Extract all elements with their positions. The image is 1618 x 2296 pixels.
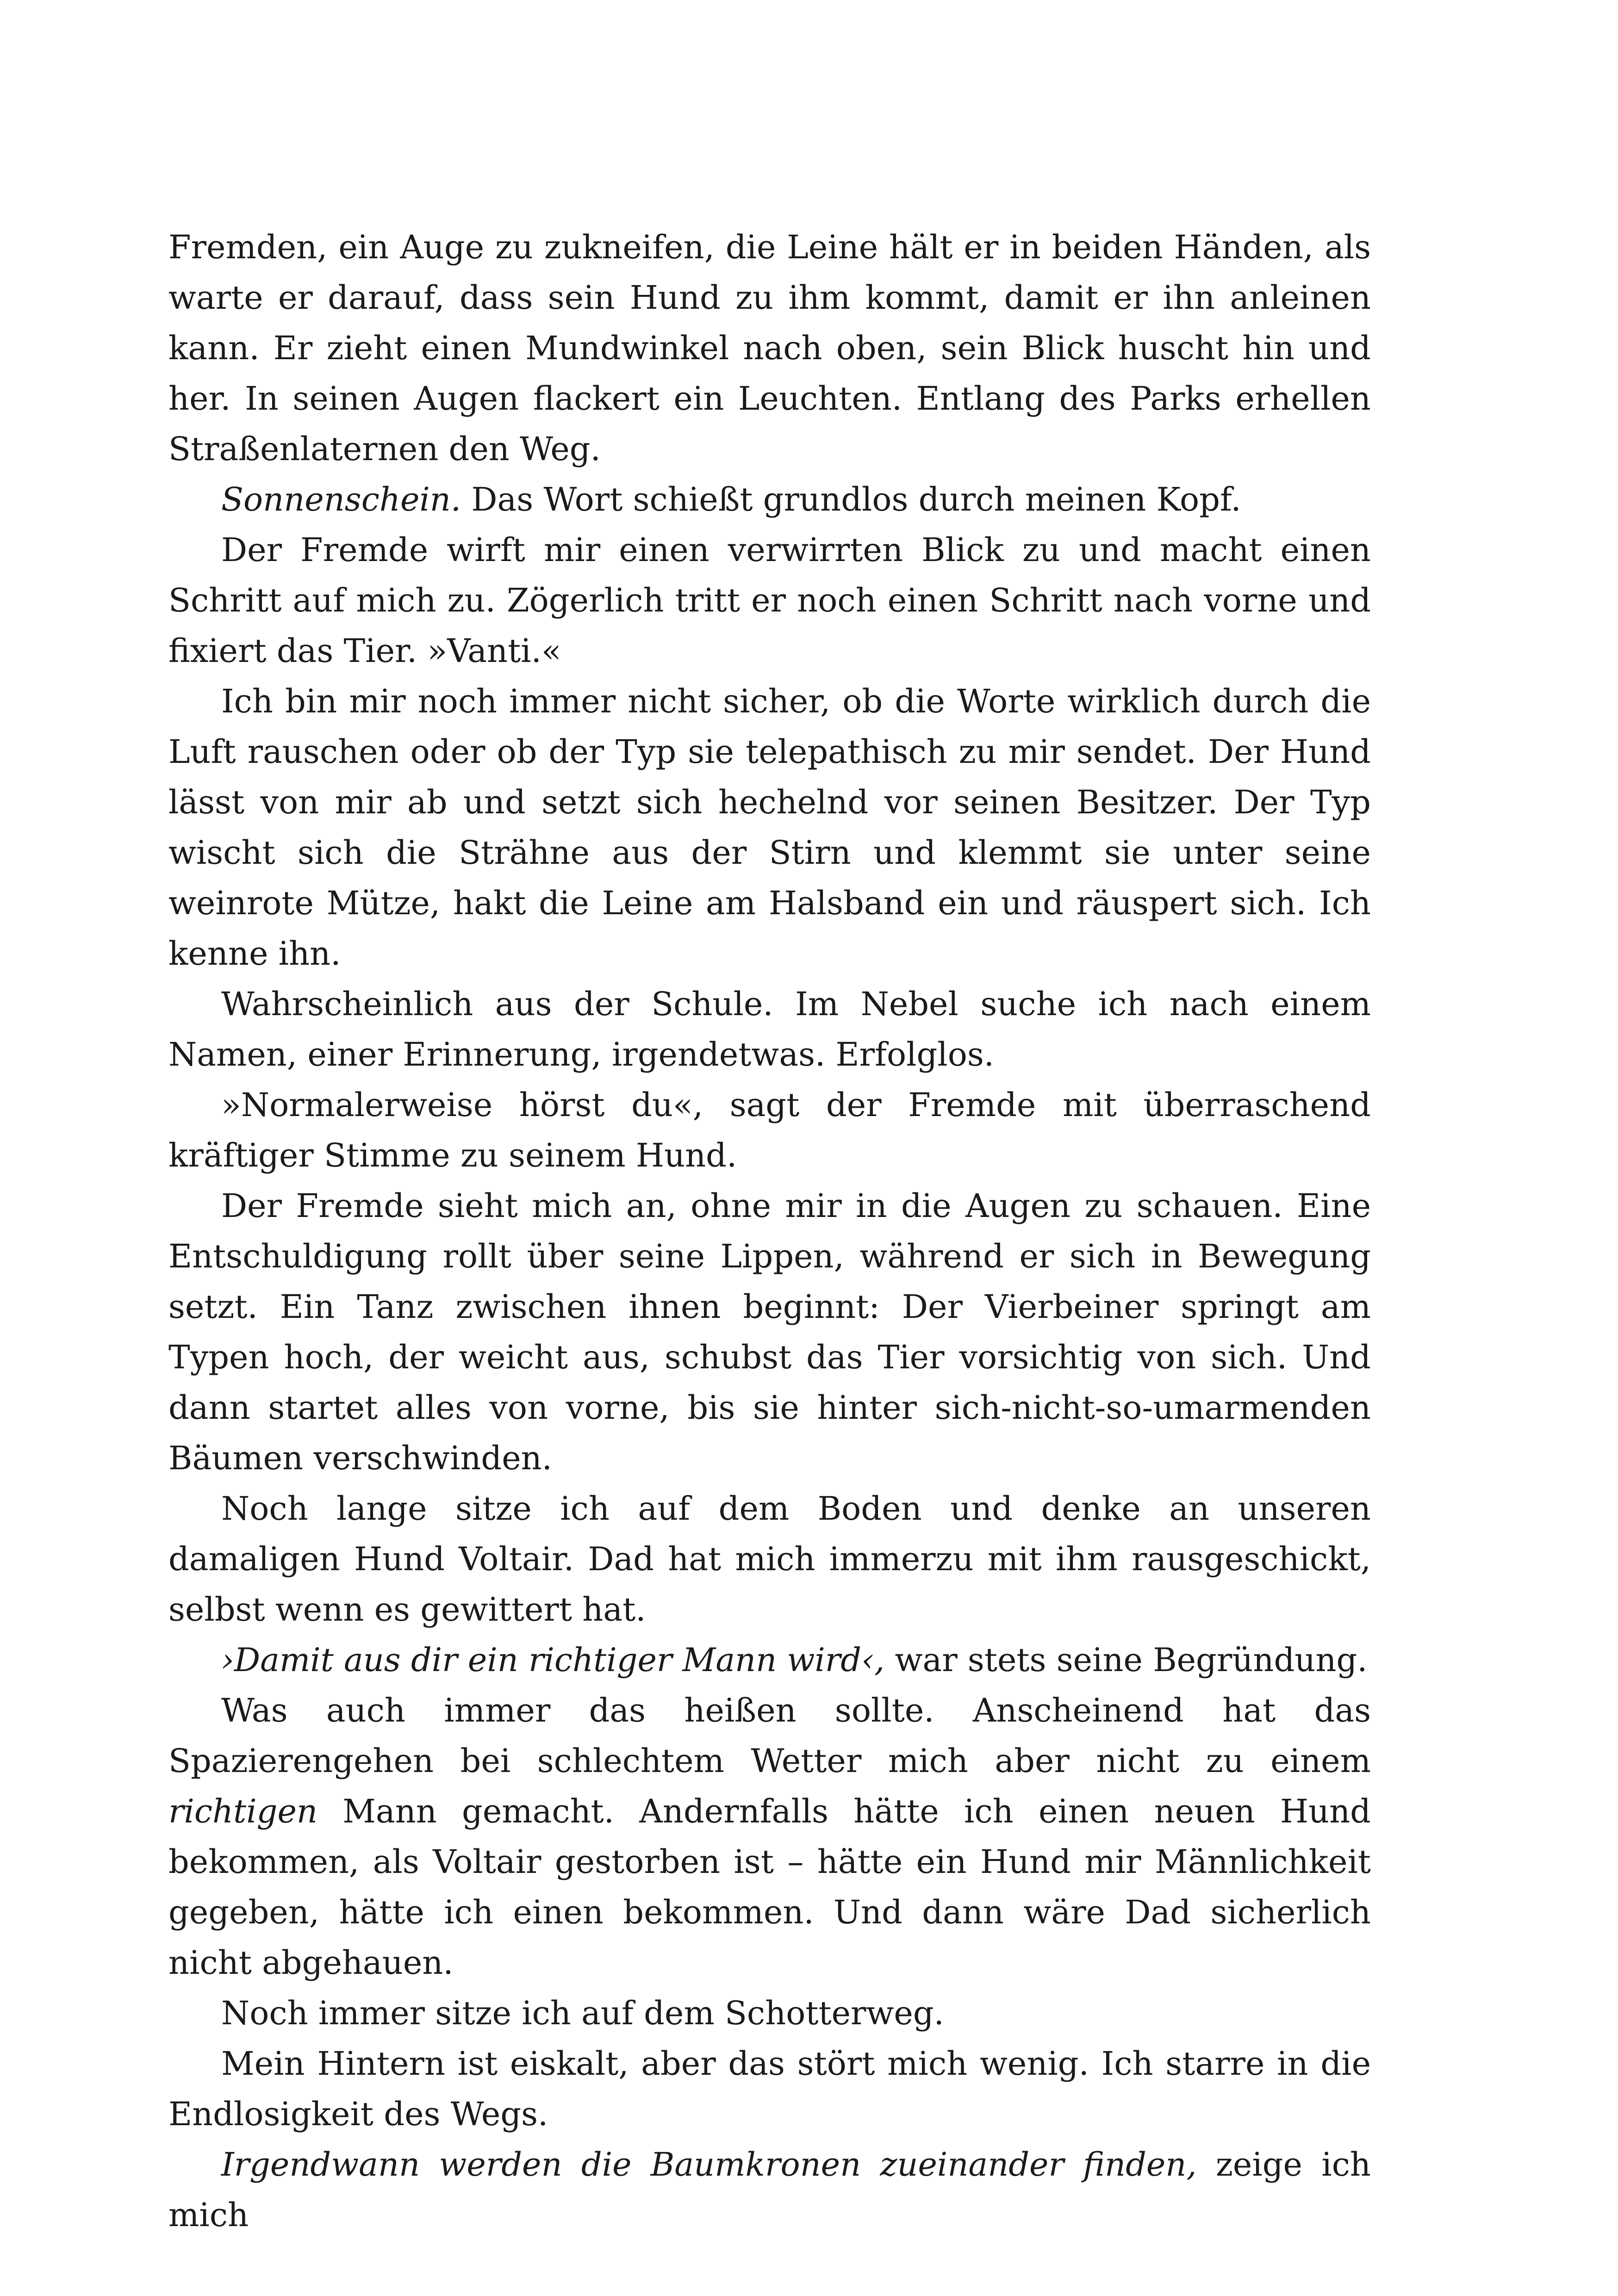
italic-text-run: ›Damit aus dir ein richtiger Mann wird‹, [221, 1641, 885, 1679]
text-run: Ich bin mir noch immer nicht sicher, ob die Worte wirklich durch die Luft rauschen oder ob der Typ sie telepathisch zu mir sendet. Der Hund lässt von mir ab und setzt sich hechelnd vor seinen Besitzer. Der Typ wischt sich die Strähne aus der Stirn und klemmt sie unter seine weinrote Mütze, hakt die Leine am Halsband ein und räuspert sich. Ich kenne ihn. [168, 682, 1371, 973]
text-run: Mann gemacht. Andernfalls hätte ich einen neuen Hund bekommen, als Voltair gestorben ist – hätte ein Hund mir Männlichkeit gegeben, hätte ich einen bekommen. Und dann wäre Dad sicherlich nicht abgehauen. [168, 1792, 1371, 1982]
text-run: Der Fremde sieht mich an, ohne mir in die Augen zu schauen. Eine Entschuldigung rollt über seine Lippen, während er sich in Bewegung setzt. Ein Tanz zwischen ihnen beginnt: Der Vierbeiner springt am Typen hoch, der weicht aus, schubst das Tier vorsichtig von sich. Und dann startet alles von vorne, bis sie hinter sich-nicht-so-umarmenden Bäumen verschwinden. [168, 1187, 1371, 1477]
paragraph [168, 1181, 1371, 1484]
paragraph [168, 222, 1371, 474]
paragraph [168, 1685, 1371, 1988]
paragraph [168, 1635, 1371, 1685]
text-run: Der Fremde wirft mir einen verwirrten Blick zu und macht einen Schritt auf mich zu. Zögerlich tritt er noch einen Schritt nach vorne und fixiert das Tier. »Vanti.« [168, 531, 1371, 670]
text-run: »Normalerweise hörst du«, sagt der Fremde mit überraschend kräftiger Stimme zu seinem Hund. [168, 1086, 1371, 1174]
text-run: Mein Hintern ist eiskalt, aber das stört mich wenig. Ich starre in die Endlosigkeit des Wegs. [168, 2045, 1371, 2133]
paragraph [168, 474, 1371, 525]
text-run: war stets seine Begründung. [884, 1641, 1368, 1679]
text-run: zeige ich mich [168, 2146, 1371, 2234]
paragraph [168, 2039, 1371, 2140]
text-run: Das Wort schießt grundlos durch meinen Kopf. [461, 480, 1241, 518]
paragraph [168, 1080, 1371, 1181]
text-run: Noch immer sitze ich auf dem Schotterweg. [221, 1994, 944, 2032]
body-text [168, 222, 1371, 2240]
paragraph [168, 1484, 1371, 1635]
paragraph [168, 2140, 1371, 2240]
italic-text-run: Sonnenschein. [221, 480, 461, 518]
text-run: Noch lange sitze ich auf dem Boden und denke an unseren damaligen Hund Voltair. Dad hat mich immerzu mit ihm rausgeschickt, selbst wenn es gewittert hat. [168, 1490, 1371, 1628]
paragraph [168, 1988, 1371, 2039]
paragraph [168, 979, 1371, 1080]
paragraph [168, 676, 1371, 979]
text-run: Fremden, ein Auge zu zukneifen, die Leine hält er in beiden Händen, als warte er darauf, dass sein Hund zu ihm kommt, damit er ihn anleinen kann. Er zieht einen Mundwinkel nach oben, sein Blick huscht hin und her. In seinen Augen flackert ein Leuchten. Entlang des Parks erhellen Straßenlaternen den Weg. [168, 228, 1371, 468]
paragraph [168, 525, 1371, 676]
text-run: Was auch immer das heißen sollte. Anscheinend hat das Spazierengehen bei schlechtem Wetter mich aber nicht zu einem [168, 1691, 1371, 1780]
italic-text-run: richtigen [168, 1792, 317, 1830]
text-run: Wahrscheinlich aus der Schule. Im Nebel suche ich nach einem Namen, einer Erinnerung, irgendetwas. Erfolglos. [168, 985, 1371, 1073]
italic-text-run: Irgendwann werden die Baumkronen zueinander finden, [221, 2146, 1197, 2184]
